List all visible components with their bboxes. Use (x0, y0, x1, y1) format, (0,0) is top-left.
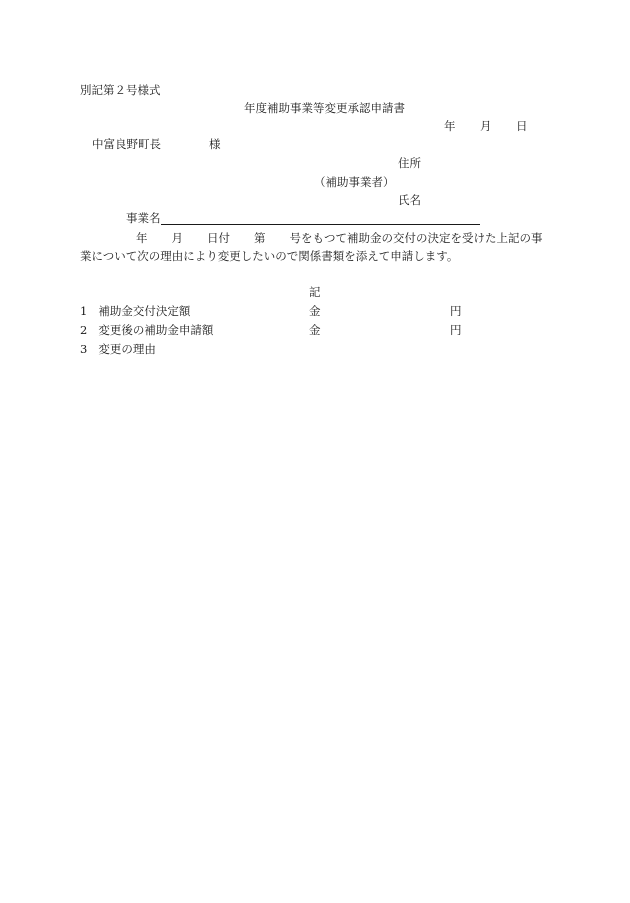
date-year-label: 年 (444, 119, 456, 133)
project-name-label: 事業名 (126, 211, 161, 225)
body-paragraph (80, 229, 555, 265)
item-2-num: 2 (80, 323, 88, 337)
item-2-label: 変更後の補助金申請額 (98, 323, 214, 337)
item-2-currency-prefix: 金 (309, 323, 321, 337)
item-3-num: 3 (80, 342, 88, 356)
date-day-label: 日 (516, 119, 528, 133)
body-line-2: 業について次の理由により変更したいので関係書類を添えて申請します。 (80, 249, 459, 263)
body-line-1-rest: 号をもつて補助金の交付の決定を受けた上記の事 (289, 231, 543, 245)
item-1-unit: 円 (450, 304, 462, 318)
item-2 (80, 323, 213, 337)
addressee-honorific: 様 (209, 137, 221, 151)
date-month-label: 月 (480, 119, 492, 133)
applicant-role-label: （補助事業者） (314, 175, 395, 189)
body-day-of: 日付 (207, 231, 230, 245)
item-1-currency-prefix: 金 (309, 304, 321, 318)
body-line-1 (80, 229, 555, 247)
note-heading: 記 (309, 285, 321, 299)
address-label: 住所 (398, 156, 421, 170)
addressee-name: 中富良野町長 (92, 137, 161, 151)
project-name-line (161, 211, 480, 225)
item-1 (80, 304, 190, 318)
body-number-prefix: 第 (254, 231, 266, 245)
item-1-label: 補助金交付決定額 (98, 304, 191, 318)
body-month: 月 (171, 231, 183, 245)
name-label: 氏名 (398, 193, 421, 207)
item-2-unit: 円 (450, 323, 462, 337)
body-year: 年 (136, 231, 148, 245)
item-3 (80, 342, 156, 356)
item-3-label: 変更の理由 (98, 342, 156, 356)
document-title: 年度補助事業等変更承認申請書 (244, 101, 405, 115)
item-1-num: 1 (80, 304, 88, 318)
form-id: 別記第２号様式 (80, 83, 161, 97)
